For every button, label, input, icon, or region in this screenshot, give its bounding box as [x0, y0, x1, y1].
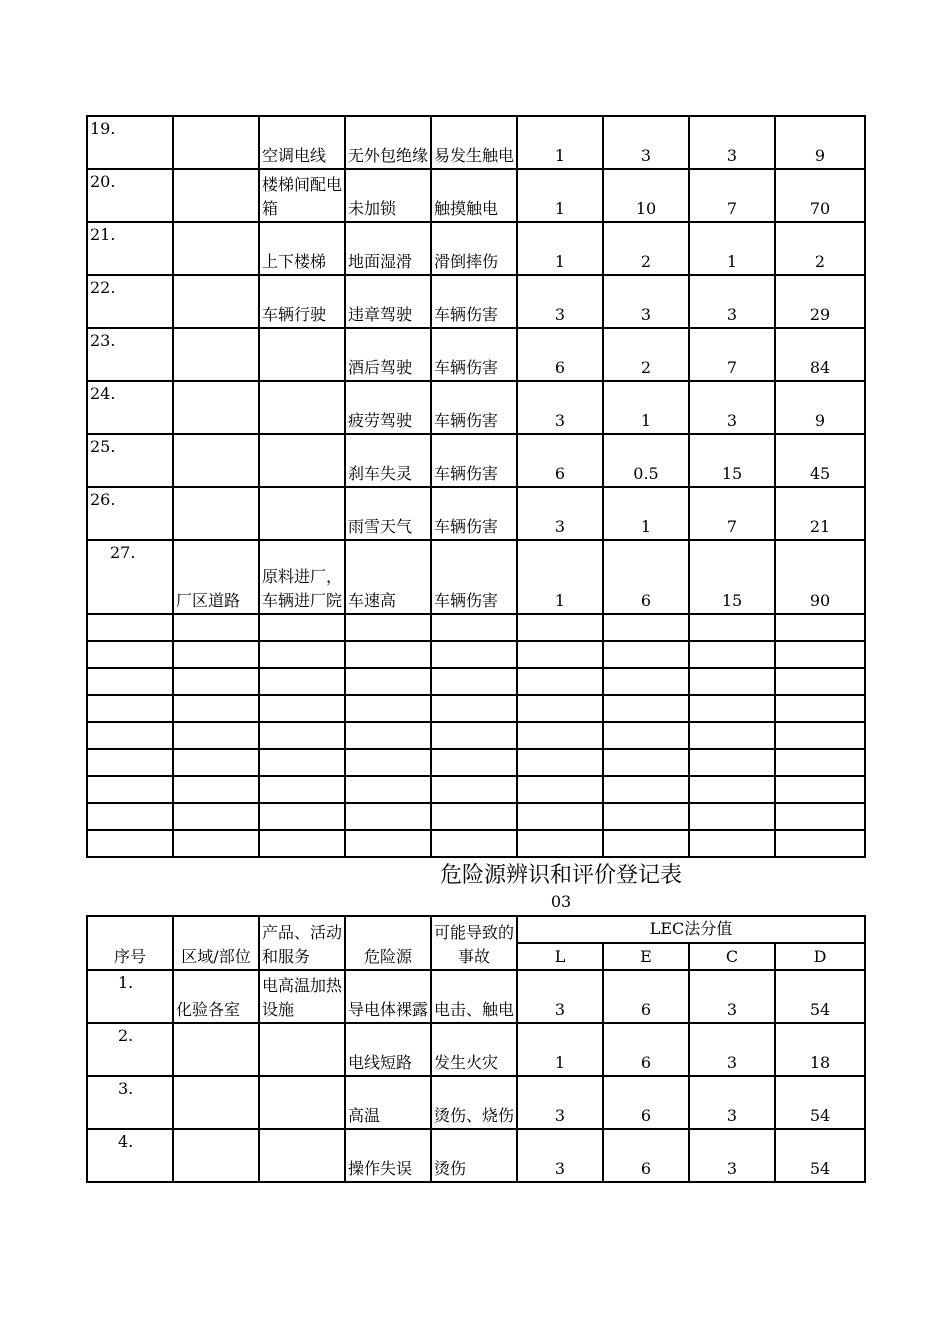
e-value: 3: [603, 275, 689, 328]
area-cell: 厂区道路: [173, 540, 259, 614]
area-cell: [173, 169, 259, 222]
d-value: 84: [775, 328, 865, 381]
hazard-cell: 地面湿滑: [345, 222, 431, 275]
table-row: [87, 222, 865, 275]
c-value: 3: [689, 275, 775, 328]
hazard-cell: 电线短路: [345, 1023, 431, 1076]
row-number: 25.: [87, 434, 173, 487]
product-cell: 电高温加热设施: [259, 970, 345, 1023]
empty-row: [87, 749, 865, 776]
e-value: 3: [603, 116, 689, 169]
header-l: L: [517, 943, 603, 970]
accident-cell: 触摸触电: [431, 169, 517, 222]
form-title: 危险源辨识和评价登记表: [439, 863, 682, 888]
c-value: 7: [689, 328, 775, 381]
e-value: 6: [603, 1076, 689, 1129]
e-value: 6: [603, 540, 689, 614]
e-value: 2: [603, 222, 689, 275]
c-value: 3: [689, 116, 775, 169]
area-cell: [173, 1023, 259, 1076]
row-number: 20.: [87, 169, 173, 222]
product-cell: [259, 1023, 345, 1076]
product-cell: [259, 1129, 345, 1182]
l-value: 6: [517, 328, 603, 381]
accident-cell: 车辆伤害: [431, 434, 517, 487]
e-value: 6: [603, 970, 689, 1023]
row-number: 23.: [87, 328, 173, 381]
empty-row: [87, 641, 865, 668]
accident-cell: 滑倒摔伤: [431, 222, 517, 275]
d-value: 2: [775, 222, 865, 275]
area-cell: [173, 328, 259, 381]
accident-cell: 车辆伤害: [431, 540, 517, 614]
row-number: 26.: [87, 487, 173, 540]
d-value: 90: [775, 540, 865, 614]
l-value: 6: [517, 434, 603, 487]
hazard-cell: 无外包绝缘: [345, 116, 431, 169]
table-row: [87, 1023, 865, 1076]
d-value: 54: [775, 1129, 865, 1182]
area-cell: [173, 275, 259, 328]
area-cell: 化验各室: [173, 970, 259, 1023]
c-value: 3: [689, 970, 775, 1023]
d-value: 29: [775, 275, 865, 328]
product-cell: 空调电线: [259, 116, 345, 169]
row-number: 1.: [87, 970, 173, 1023]
accident-cell: 烫伤: [431, 1129, 517, 1182]
accident-cell: 车辆伤害: [431, 381, 517, 434]
header-area: 区域/部位: [173, 916, 259, 970]
row-number: 24.: [87, 381, 173, 434]
e-value: 1: [603, 487, 689, 540]
hazard-cell: 刹车失灵: [345, 434, 431, 487]
hazard-cell: 违章驾驶: [345, 275, 431, 328]
table-row: [87, 434, 865, 487]
c-value: 7: [689, 487, 775, 540]
accident-cell: 电击、触电: [431, 970, 517, 1023]
hazard-table-continued: [86, 115, 866, 858]
header-hazard: 危险源: [345, 916, 431, 970]
e-value: 6: [603, 1023, 689, 1076]
empty-row: [87, 668, 865, 695]
d-value: 18: [775, 1023, 865, 1076]
accident-cell: 车辆伤害: [431, 487, 517, 540]
row-number: 2.: [87, 1023, 173, 1076]
hazard-register-table: [86, 915, 866, 1183]
table-row: [87, 1076, 865, 1129]
row-number: 19.: [87, 116, 173, 169]
empty-row: [87, 695, 865, 722]
table-row: [87, 116, 865, 169]
product-cell: 车辆行驶: [259, 275, 345, 328]
l-value: 3: [517, 381, 603, 434]
header-lec: LEC法分值: [517, 916, 865, 943]
empty-row: [87, 803, 865, 830]
l-value: 3: [517, 275, 603, 328]
accident-cell: 易发生触电: [431, 116, 517, 169]
header-c: C: [689, 943, 775, 970]
hazard-cell: 酒后驾驶: [345, 328, 431, 381]
header-e: E: [603, 943, 689, 970]
area-cell: [173, 1129, 259, 1182]
row-number: 22.: [87, 275, 173, 328]
table-row: [87, 275, 865, 328]
hazard-cell: 操作失误: [345, 1129, 431, 1182]
d-value: 45: [775, 434, 865, 487]
d-value: 54: [775, 970, 865, 1023]
e-value: 6: [603, 1129, 689, 1182]
empty-row: [87, 722, 865, 749]
e-value: 1: [603, 381, 689, 434]
e-value: 10: [603, 169, 689, 222]
hazard-cell: 高温: [345, 1076, 431, 1129]
hazard-cell: 车速高: [345, 540, 431, 614]
accident-cell: 车辆伤害: [431, 328, 517, 381]
hazard-cell: 疲劳驾驶: [345, 381, 431, 434]
empty-row: [87, 776, 865, 803]
accident-cell: 车辆伤害: [431, 275, 517, 328]
product-cell: [259, 487, 345, 540]
area-cell: [173, 487, 259, 540]
header-product: 产品、活动和服务: [259, 916, 345, 970]
area-cell: [173, 222, 259, 275]
header-accident: 可能导致的事故: [431, 916, 517, 970]
l-value: 3: [517, 1129, 603, 1182]
e-value: 0.5: [603, 434, 689, 487]
row-number: 27.: [87, 540, 173, 614]
area-cell: [173, 1076, 259, 1129]
hazard-cell: 导电体裸露: [345, 970, 431, 1023]
d-value: 21: [775, 487, 865, 540]
l-value: 1: [517, 540, 603, 614]
table-row: [87, 381, 865, 434]
product-cell: [259, 381, 345, 434]
table-row: [87, 169, 865, 222]
l-value: 3: [517, 487, 603, 540]
row-number: 21.: [87, 222, 173, 275]
l-value: 3: [517, 1076, 603, 1129]
table-row: [87, 328, 865, 381]
row-number: 4.: [87, 1129, 173, 1182]
product-cell: [259, 328, 345, 381]
d-value: 9: [775, 116, 865, 169]
c-value: 3: [689, 1023, 775, 1076]
table-row: [87, 540, 865, 614]
l-value: 1: [517, 169, 603, 222]
empty-row: [87, 830, 865, 857]
area-cell: [173, 116, 259, 169]
empty-row: [87, 614, 865, 641]
c-value: 3: [689, 1129, 775, 1182]
accident-cell: 发生火灾: [431, 1023, 517, 1076]
table-row: [87, 1129, 865, 1182]
l-value: 1: [517, 222, 603, 275]
d-value: 54: [775, 1076, 865, 1129]
table-row: [87, 970, 865, 1023]
l-value: 1: [517, 116, 603, 169]
header-number: 序号: [87, 916, 173, 970]
header-d: D: [775, 943, 865, 970]
d-value: 9: [775, 381, 865, 434]
form-number: 03: [550, 892, 572, 911]
area-cell: [173, 434, 259, 487]
product-cell: [259, 434, 345, 487]
c-value: 7: [689, 169, 775, 222]
product-cell: 上下楼梯: [259, 222, 345, 275]
c-value: 15: [689, 434, 775, 487]
accident-cell: 烫伤、烧伤: [431, 1076, 517, 1129]
c-value: 1: [689, 222, 775, 275]
row-number: 3.: [87, 1076, 173, 1129]
e-value: 2: [603, 328, 689, 381]
product-cell: [259, 1076, 345, 1129]
l-value: 1: [517, 1023, 603, 1076]
table-row: [87, 487, 865, 540]
product-cell: 楼梯间配电箱: [259, 169, 345, 222]
c-value: 3: [689, 1076, 775, 1129]
hazard-cell: 雨雪天气: [345, 487, 431, 540]
c-value: 15: [689, 540, 775, 614]
l-value: 3: [517, 970, 603, 1023]
header-row: [87, 916, 865, 943]
d-value: 70: [775, 169, 865, 222]
area-cell: [173, 381, 259, 434]
product-cell: 原料进厂，车辆进厂院: [259, 540, 345, 614]
hazard-cell: 未加锁: [345, 169, 431, 222]
c-value: 3: [689, 381, 775, 434]
